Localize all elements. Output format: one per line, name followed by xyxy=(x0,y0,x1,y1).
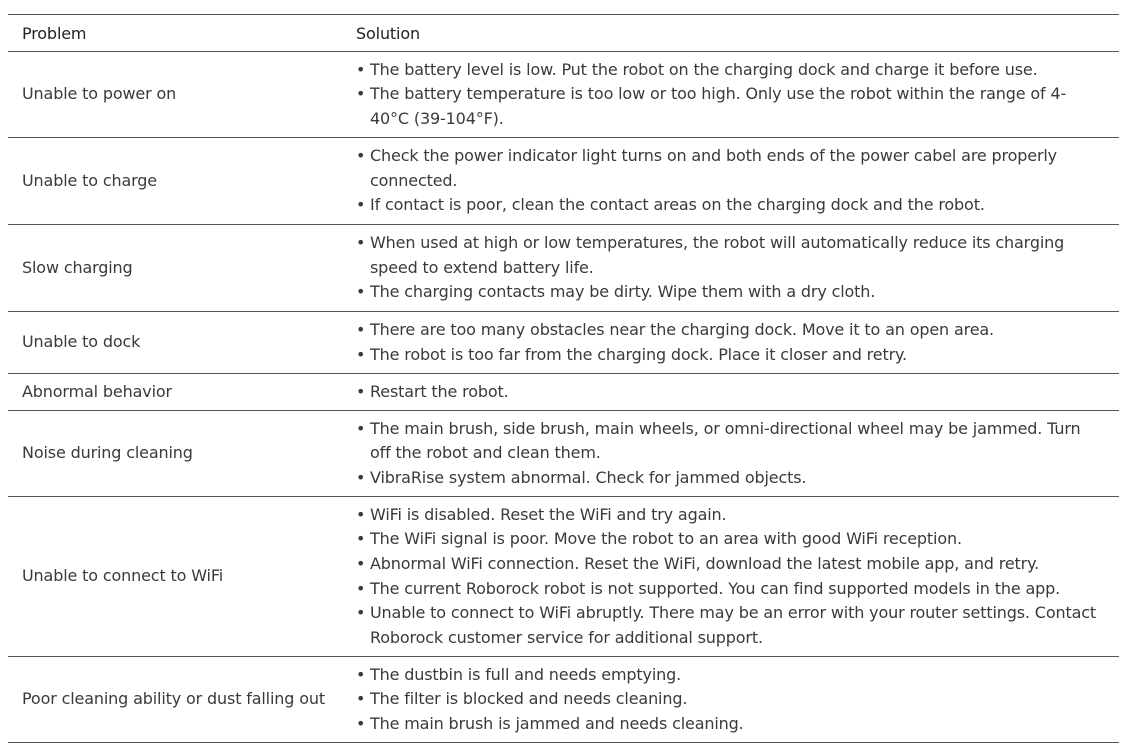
problem-column-header: Problem xyxy=(8,15,341,52)
problem-cell: Abnormal behavior xyxy=(8,374,341,411)
problem-cell: Unable to power on xyxy=(8,52,341,138)
table-header-row xyxy=(8,15,1119,52)
solution-cell xyxy=(341,411,1119,497)
solution-cell xyxy=(341,138,1119,225)
solution-item: • The battery temperature is too low or too high. Only use the robot within the range of 4-40°C (39-104°F). xyxy=(356,82,1105,131)
solution-item: • WiFi is disabled. Reset the WiFi and try again. xyxy=(356,503,1105,528)
problem-cell: Unable to connect to WiFi xyxy=(8,497,341,657)
solution-cell xyxy=(341,374,1119,411)
solution-cell xyxy=(341,225,1119,312)
solution-cell xyxy=(341,52,1119,138)
solution-list xyxy=(356,231,1105,305)
solution-item: • The main brush, side brush, main wheels, or omni-directional wheel may be jammed. Turn off the robot and clean them. xyxy=(356,417,1105,466)
table-row xyxy=(8,52,1119,138)
solution-item: • The battery level is low. Put the robot on the charging dock and charge it before use. xyxy=(356,58,1105,83)
solution-list xyxy=(356,318,1105,367)
solution-item: • The charging contacts may be dirty. Wipe them with a dry cloth. xyxy=(356,280,1105,305)
solution-item: • If contact is poor, clean the contact areas on the charging dock and the robot. xyxy=(356,193,1105,218)
solution-item: • The filter is blocked and needs cleaning. xyxy=(356,687,1105,712)
solution-cell xyxy=(341,657,1119,743)
problem-cell: Poor cleaning ability or dust falling out xyxy=(8,657,341,743)
solution-list xyxy=(356,380,1105,405)
solution-item: • The current Roborock robot is not supported. You can find supported models in the app. xyxy=(356,577,1105,602)
solution-cell xyxy=(341,497,1119,657)
troubleshooting-table xyxy=(8,14,1119,743)
solution-item: • The robot is too far from the charging dock. Place it closer and retry. xyxy=(356,343,1105,368)
table-row xyxy=(8,138,1119,225)
solution-item: • When used at high or low temperatures, the robot will automatically reduce its charging speed to extend battery life. xyxy=(356,231,1105,280)
table-row xyxy=(8,657,1119,743)
solution-item: • VibraRise system abnormal. Check for jammed objects. xyxy=(356,466,1105,491)
problem-cell: Unable to dock xyxy=(8,312,341,374)
problem-cell: Noise during cleaning xyxy=(8,411,341,497)
solution-list xyxy=(356,663,1105,737)
solution-item: • Restart the robot. xyxy=(356,380,1105,405)
table-row xyxy=(8,411,1119,497)
solution-list xyxy=(356,417,1105,491)
solution-item: • The main brush is jammed and needs cleaning. xyxy=(356,712,1105,737)
solution-list xyxy=(356,503,1105,651)
problem-cell: Slow charging xyxy=(8,225,341,312)
table-row xyxy=(8,374,1119,411)
solution-item: • Abnormal WiFi connection. Reset the WiFi, download the latest mobile app, and retry. xyxy=(356,552,1105,577)
problem-cell: Unable to charge xyxy=(8,138,341,225)
solution-item: • There are too many obstacles near the charging dock. Move it to an open area. xyxy=(356,318,1105,343)
solution-column-header: Solution xyxy=(341,15,1119,52)
table-row xyxy=(8,312,1119,374)
solution-cell xyxy=(341,312,1119,374)
solution-item: • Check the power indicator light turns on and both ends of the power cabel are properly connected. xyxy=(356,144,1105,193)
solution-item: • The WiFi signal is poor. Move the robot to an area with good WiFi reception. xyxy=(356,527,1105,552)
solution-list xyxy=(356,58,1105,132)
solution-item: • Unable to connect to WiFi abruptly. There may be an error with your router settings. Contact Roborock customer service for additional support. xyxy=(356,601,1105,650)
table-row xyxy=(8,225,1119,312)
table-row xyxy=(8,497,1119,657)
solution-item: • The dustbin is full and needs emptying. xyxy=(356,663,1105,688)
solution-list xyxy=(356,144,1105,218)
